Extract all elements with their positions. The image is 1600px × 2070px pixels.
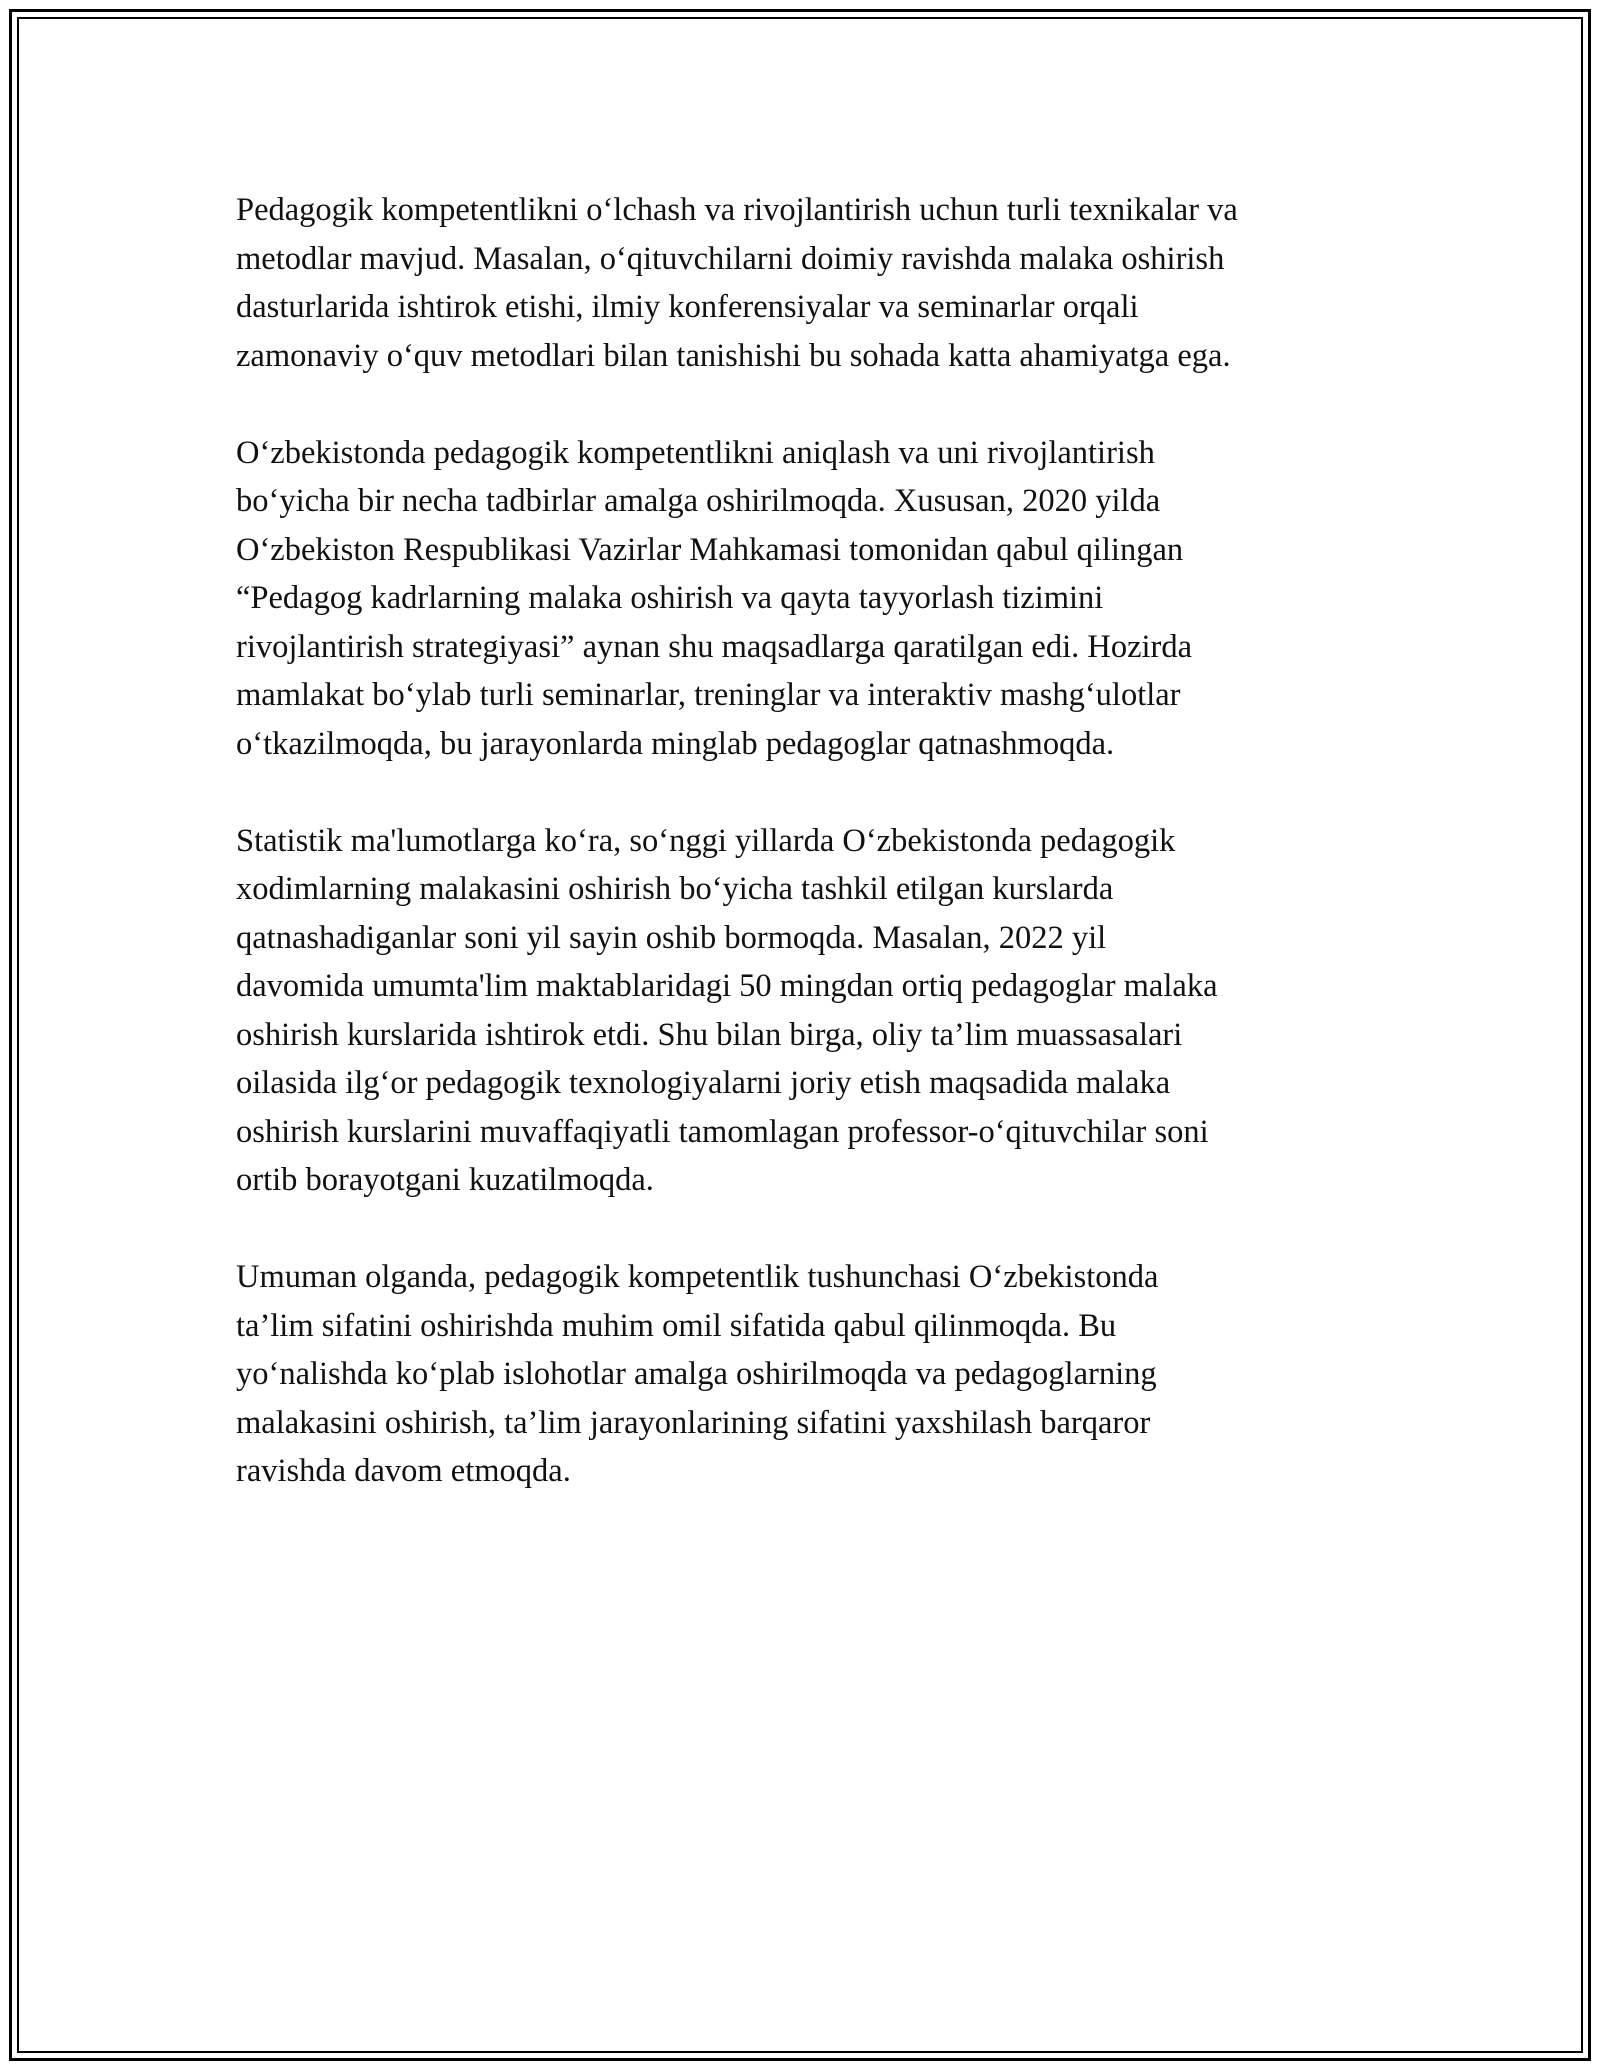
- paragraph-4: [236, 1253, 1386, 1496]
- paragraph-1: [236, 186, 1386, 380]
- text-line: mamlakat bo‘ylab turli seminarlar, treninglar va interaktiv mashg‘ulotlar: [236, 677, 1181, 713]
- text-line: oshirish kurslarida ishtirok etdi. Shu bilan birga, oliy ta’lim muassasalari: [236, 1016, 1183, 1053]
- text-line: bo‘yicha bir necha tadbirlar amalga oshirilmoqda. Xususan, 2020 yilda: [236, 483, 1161, 519]
- text-line: rivojlantirish strategiyasi” aynan shu maqsadlarga qaratilgan edi. Hozirda: [236, 628, 1193, 665]
- text-line: davomida umumta'lim maktablaridagi 50 mingdan ortiq pedagoglar malaka: [236, 968, 1218, 1004]
- paragraph-2: [236, 429, 1386, 769]
- text-line: O‘zbekiston Respublikasi Vazirlar Mahkamasi tomonidan qabul qilingan: [236, 531, 1184, 568]
- text-line: zamonaviy o‘quv metodlari bilan tanishishi bu sohada katta ahamiyatga ega.: [236, 337, 1231, 374]
- text-line: oshirish kurslarini muvaffaqiyatli tamomlagan professor-o‘qituvchilar soni: [236, 1113, 1209, 1150]
- paragraph-3: [236, 817, 1386, 1205]
- text-line: metodlar mavjud. Masalan, o‘qituvchilarni doimiy ravishda malaka oshirish: [236, 240, 1225, 277]
- text-line: oilasida ilg‘or pedagogik texnologiyalarni joriy etish maqsadida malaka: [236, 1065, 1171, 1101]
- text-line: malakasini oshirish, ta’lim jarayonlarining sifatini yaxshilash barqaror: [236, 1404, 1151, 1441]
- text-line: qatnashadiganlar soni yil sayin oshib bormoqda. Masalan, 2022 yil: [236, 919, 1107, 956]
- text-line: yo‘nalishda ko‘plab islohotlar amalga oshirilmoqda va pedagoglarning: [236, 1356, 1157, 1392]
- text-line: O‘zbekistonda pedagogik kompetentlikni aniqlash va uni rivojlantirish: [236, 434, 1155, 471]
- text-line: Statistik ma'lumotlarga ko‘ra, so‘nggi yillarda O‘zbekistonda pedagogik: [236, 822, 1176, 859]
- text-line: o‘tkazilmoqda, bu jarayonlarda minglab pedagoglar qatnashmoqda.: [236, 725, 1115, 762]
- text-line: Pedagogik kompetentlikni o‘lchash va rivojlantirish uchun turli texnikalar va: [236, 192, 1238, 228]
- text-line: ortib borayotgani kuzatilmoqda.: [236, 1162, 654, 1198]
- text-line: “Pedagog kadrlarning malaka oshirish va qayta tayyorlash tizimini: [236, 580, 1104, 616]
- text-line: Umuman olganda, pedagogik kompetentlik tushunchasi O‘zbekistonda: [236, 1259, 1159, 1295]
- text-line: ta’lim sifatini oshirishda muhim omil sifatida qabul qilinmoqda. Bu: [236, 1307, 1117, 1344]
- text-line: ravishda davom etmoqda.: [236, 1453, 571, 1489]
- document-body: [236, 186, 1386, 1544]
- text-line: dasturlarida ishtirok etishi, ilmiy konferensiyalar va seminarlar orqali: [236, 289, 1139, 325]
- text-line: xodimlarning malakasini oshirish bo‘yicha tashkil etilgan kurslarda: [236, 871, 1114, 907]
